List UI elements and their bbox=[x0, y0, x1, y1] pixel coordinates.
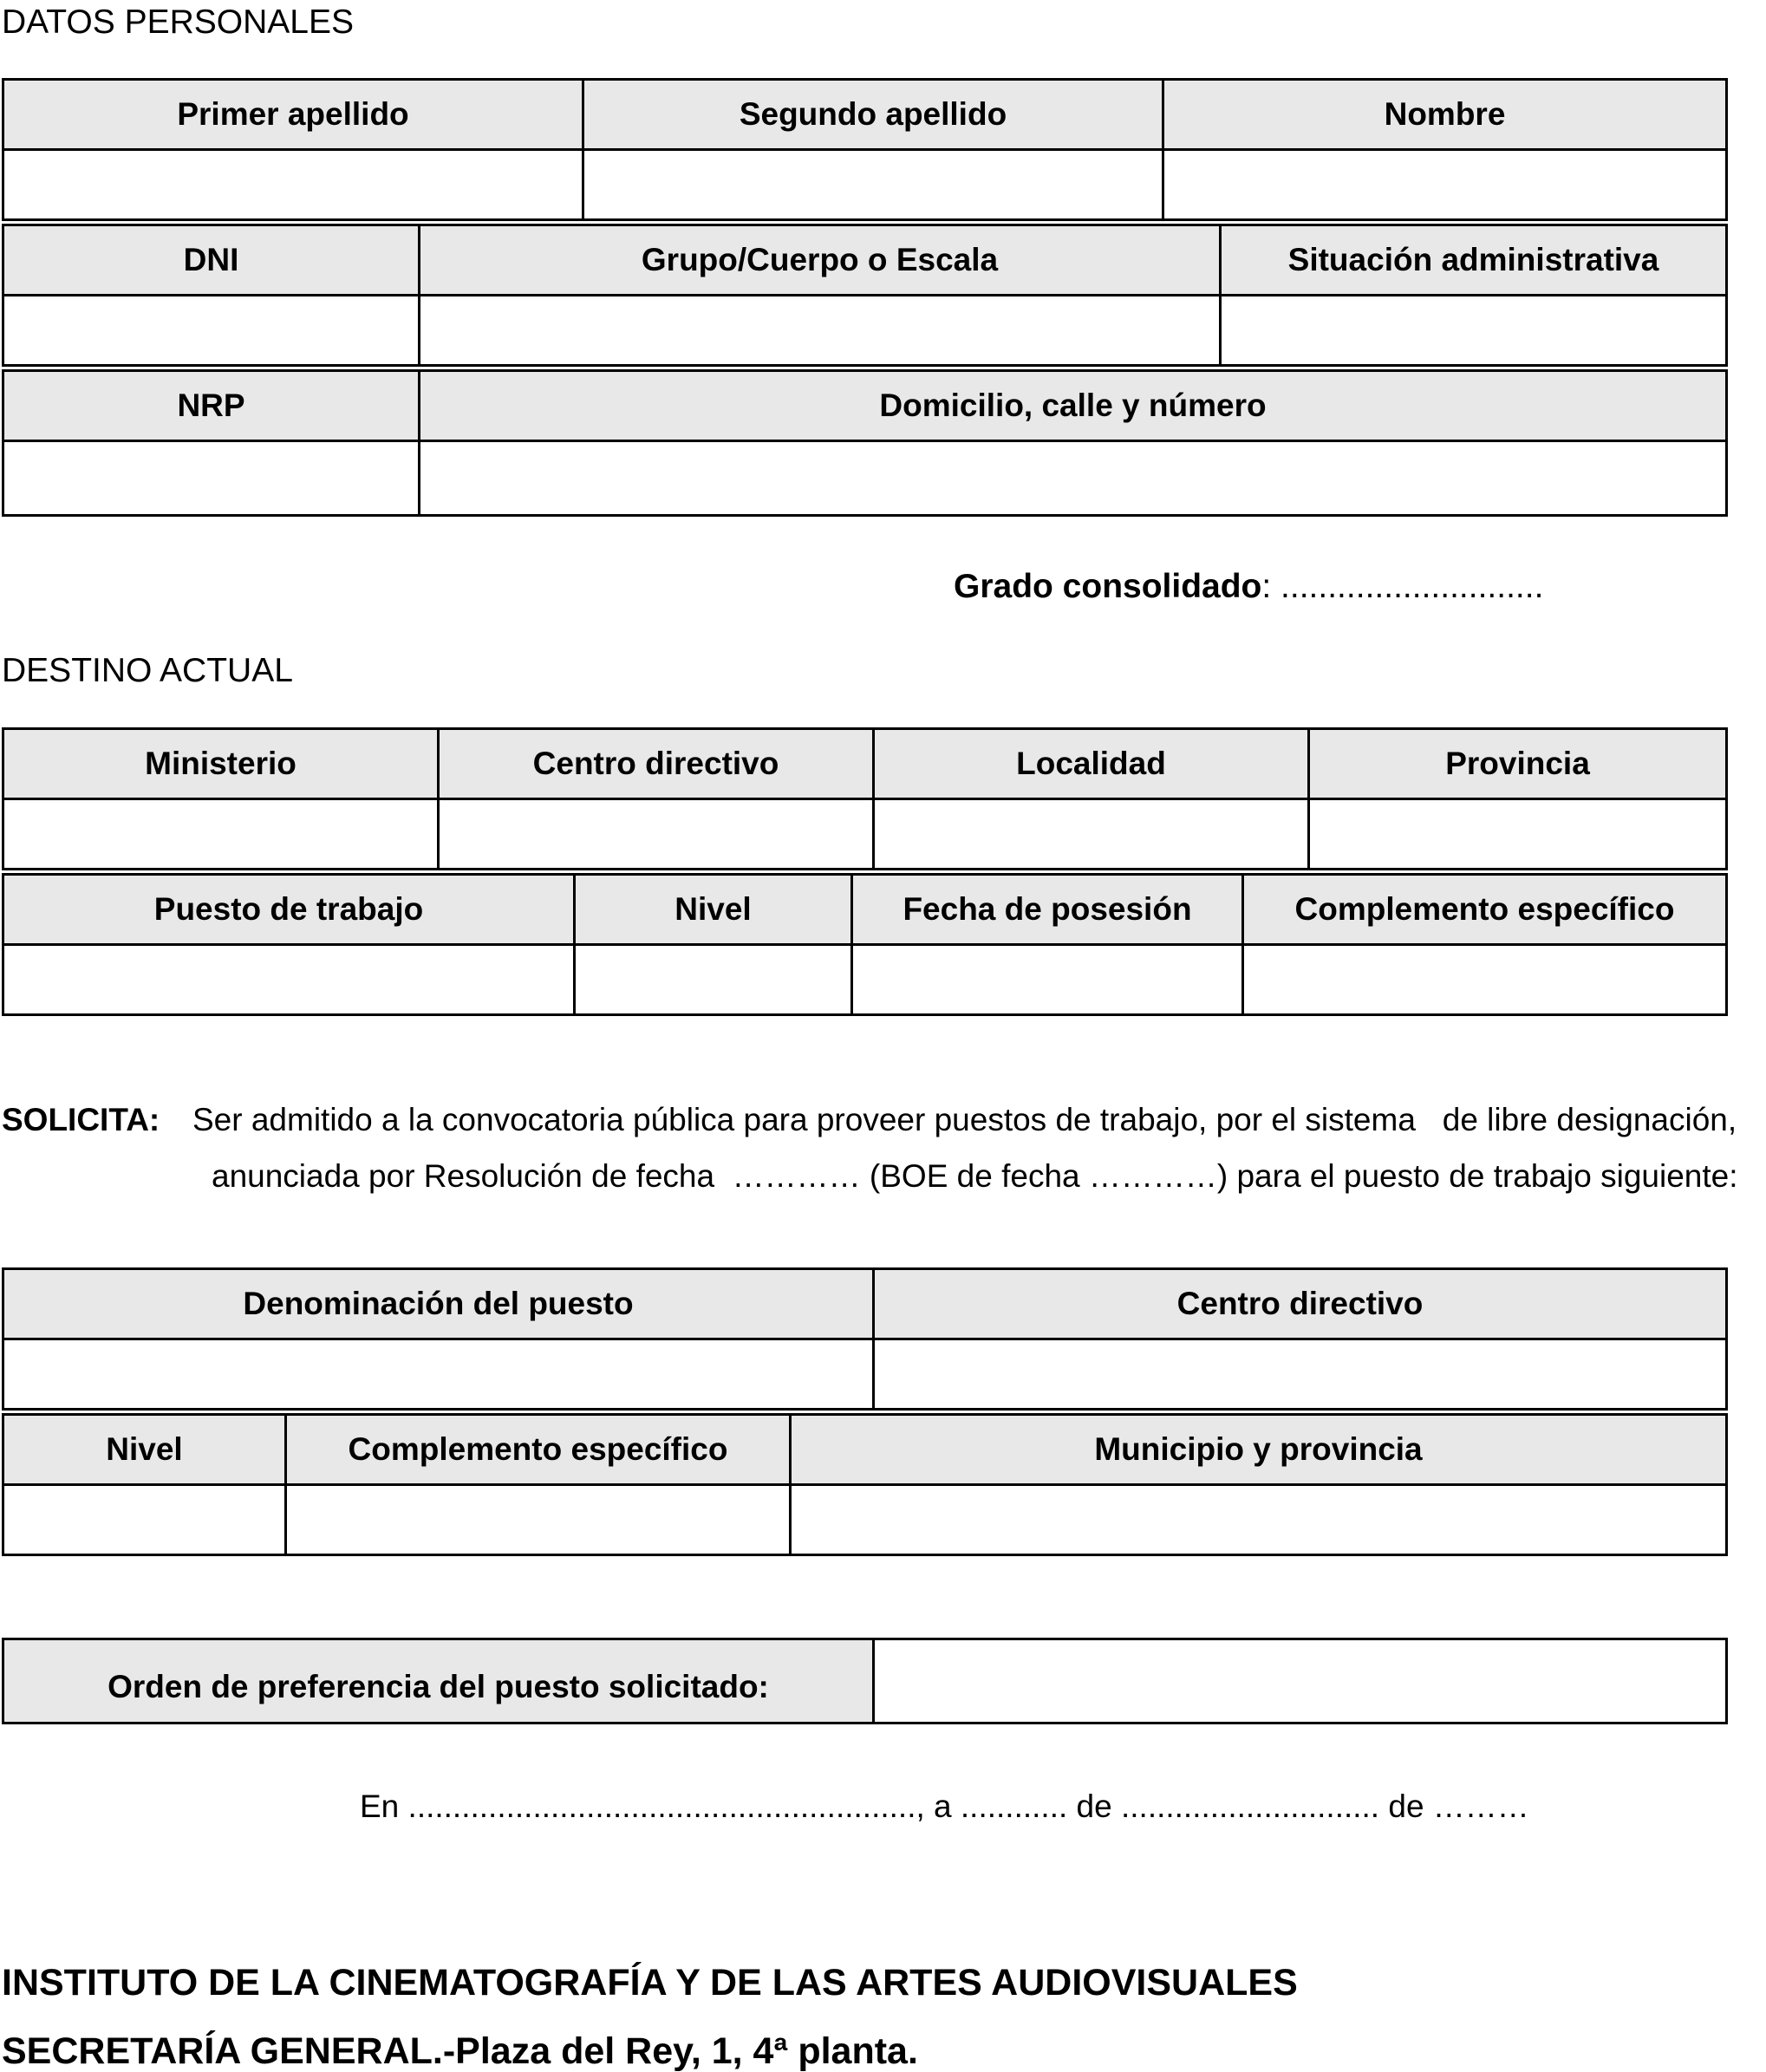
solicita-line-1: Ser admitido a la convocatoria pública para proveer puestos de trabajo, por el sistema de libre designación, bbox=[192, 1102, 1737, 1137]
header-puesto-de-trabajo: Puesto de trabajo bbox=[3, 875, 575, 945]
header-primer-apellido: Primer apellido bbox=[3, 80, 583, 150]
footer-address: SECRETARÍA GENERAL.-Plaza del Rey, 1, 4ª planta. bbox=[2, 2030, 918, 2072]
field-nivel-puesto[interactable] bbox=[3, 1485, 286, 1555]
header-orden-de-preferencia: Orden de preferencia del puesto solicitado: bbox=[3, 1639, 874, 1723]
datos-personales-table-2 bbox=[2, 224, 1728, 367]
solicita-label: SOLICITA: bbox=[2, 1102, 160, 1137]
header-segundo-apellido: Segundo apellido bbox=[583, 80, 1163, 150]
field-segundo-apellido[interactable] bbox=[583, 150, 1163, 220]
footer-institute: INSTITUTO DE LA CINEMATOGRAFÍA Y DE LAS ARTES AUDIOVISUALES bbox=[2, 1962, 1298, 2004]
field-grupo-cuerpo[interactable] bbox=[420, 296, 1221, 366]
field-puesto-de-trabajo[interactable] bbox=[3, 945, 575, 1015]
field-situacion-administrativa[interactable] bbox=[1221, 296, 1727, 366]
puesto-table-1 bbox=[2, 1267, 1728, 1411]
field-denominacion-del-puesto[interactable] bbox=[3, 1339, 874, 1410]
header-complemento-especifico: Complemento específico bbox=[1243, 875, 1727, 945]
field-centro-directivo-puesto[interactable] bbox=[874, 1339, 1727, 1410]
field-centro-directivo[interactable] bbox=[439, 799, 874, 870]
header-fecha-de-posesion: Fecha de posesión bbox=[852, 875, 1243, 945]
header-centro-directivo: Centro directivo bbox=[439, 729, 874, 799]
header-nombre: Nombre bbox=[1163, 80, 1727, 150]
grado-consolidado bbox=[954, 570, 1543, 603]
header-nrp: NRP bbox=[3, 371, 420, 441]
header-grupo-cuerpo: Grupo/Cuerpo o Escala bbox=[420, 225, 1221, 296]
field-orden-de-preferencia[interactable] bbox=[874, 1639, 1727, 1723]
field-nivel[interactable] bbox=[575, 945, 852, 1015]
header-ministerio: Ministerio bbox=[3, 729, 439, 799]
header-municipio-y-provincia: Municipio y provincia bbox=[791, 1415, 1727, 1485]
field-primer-apellido[interactable] bbox=[3, 150, 583, 220]
field-municipio-y-provincia[interactable] bbox=[791, 1485, 1727, 1555]
header-dni: DNI bbox=[3, 225, 420, 296]
puesto-table-2 bbox=[2, 1413, 1728, 1556]
datos-personales-table-3 bbox=[2, 369, 1728, 517]
destino-actual-table-1 bbox=[2, 727, 1728, 870]
field-nrp[interactable] bbox=[3, 441, 420, 516]
lugar-fecha-line: En ........................................................., a ............ de ............................. de ……… bbox=[360, 1789, 1529, 1824]
field-nombre[interactable] bbox=[1163, 150, 1727, 220]
header-nivel-puesto: Nivel bbox=[3, 1415, 286, 1485]
header-situacion-administrativa: Situación administrativa bbox=[1221, 225, 1727, 296]
grado-consolidado-label: Grado consolidado bbox=[954, 568, 1262, 605]
field-fecha-de-posesion[interactable] bbox=[852, 945, 1243, 1015]
destino-actual-table-2 bbox=[2, 873, 1728, 1016]
header-denominacion-del-puesto: Denominación del puesto bbox=[3, 1269, 874, 1339]
field-domicilio[interactable] bbox=[420, 441, 1727, 516]
field-localidad[interactable] bbox=[874, 799, 1309, 870]
header-domicilio: Domicilio, calle y número bbox=[420, 371, 1727, 441]
datos-personales-table-1 bbox=[2, 78, 1728, 221]
field-dni[interactable] bbox=[3, 296, 420, 366]
header-localidad: Localidad bbox=[874, 729, 1309, 799]
section-title-destino-actual: DESTINO ACTUAL bbox=[2, 652, 293, 689]
header-nivel: Nivel bbox=[575, 875, 852, 945]
field-ministerio[interactable] bbox=[3, 799, 439, 870]
orden-preferencia-table bbox=[2, 1638, 1728, 1724]
header-complemento-especifico-puesto: Complemento específico bbox=[286, 1415, 791, 1485]
section-title-datos-personales: DATOS PERSONALES bbox=[2, 3, 355, 41]
field-provincia[interactable] bbox=[1309, 799, 1727, 870]
header-centro-directivo-puesto: Centro directivo bbox=[874, 1269, 1727, 1339]
grado-consolidado-dots[interactable]: : ............................ bbox=[1261, 568, 1544, 605]
field-complemento-especifico-puesto[interactable] bbox=[286, 1485, 791, 1555]
solicita-line-2: anunciada por Resolución de fecha ………… (BOE de fecha …………) para el puesto de trabajo siguiente: bbox=[212, 1158, 1738, 1194]
field-complemento-especifico[interactable] bbox=[1243, 945, 1727, 1015]
header-provincia: Provincia bbox=[1309, 729, 1727, 799]
